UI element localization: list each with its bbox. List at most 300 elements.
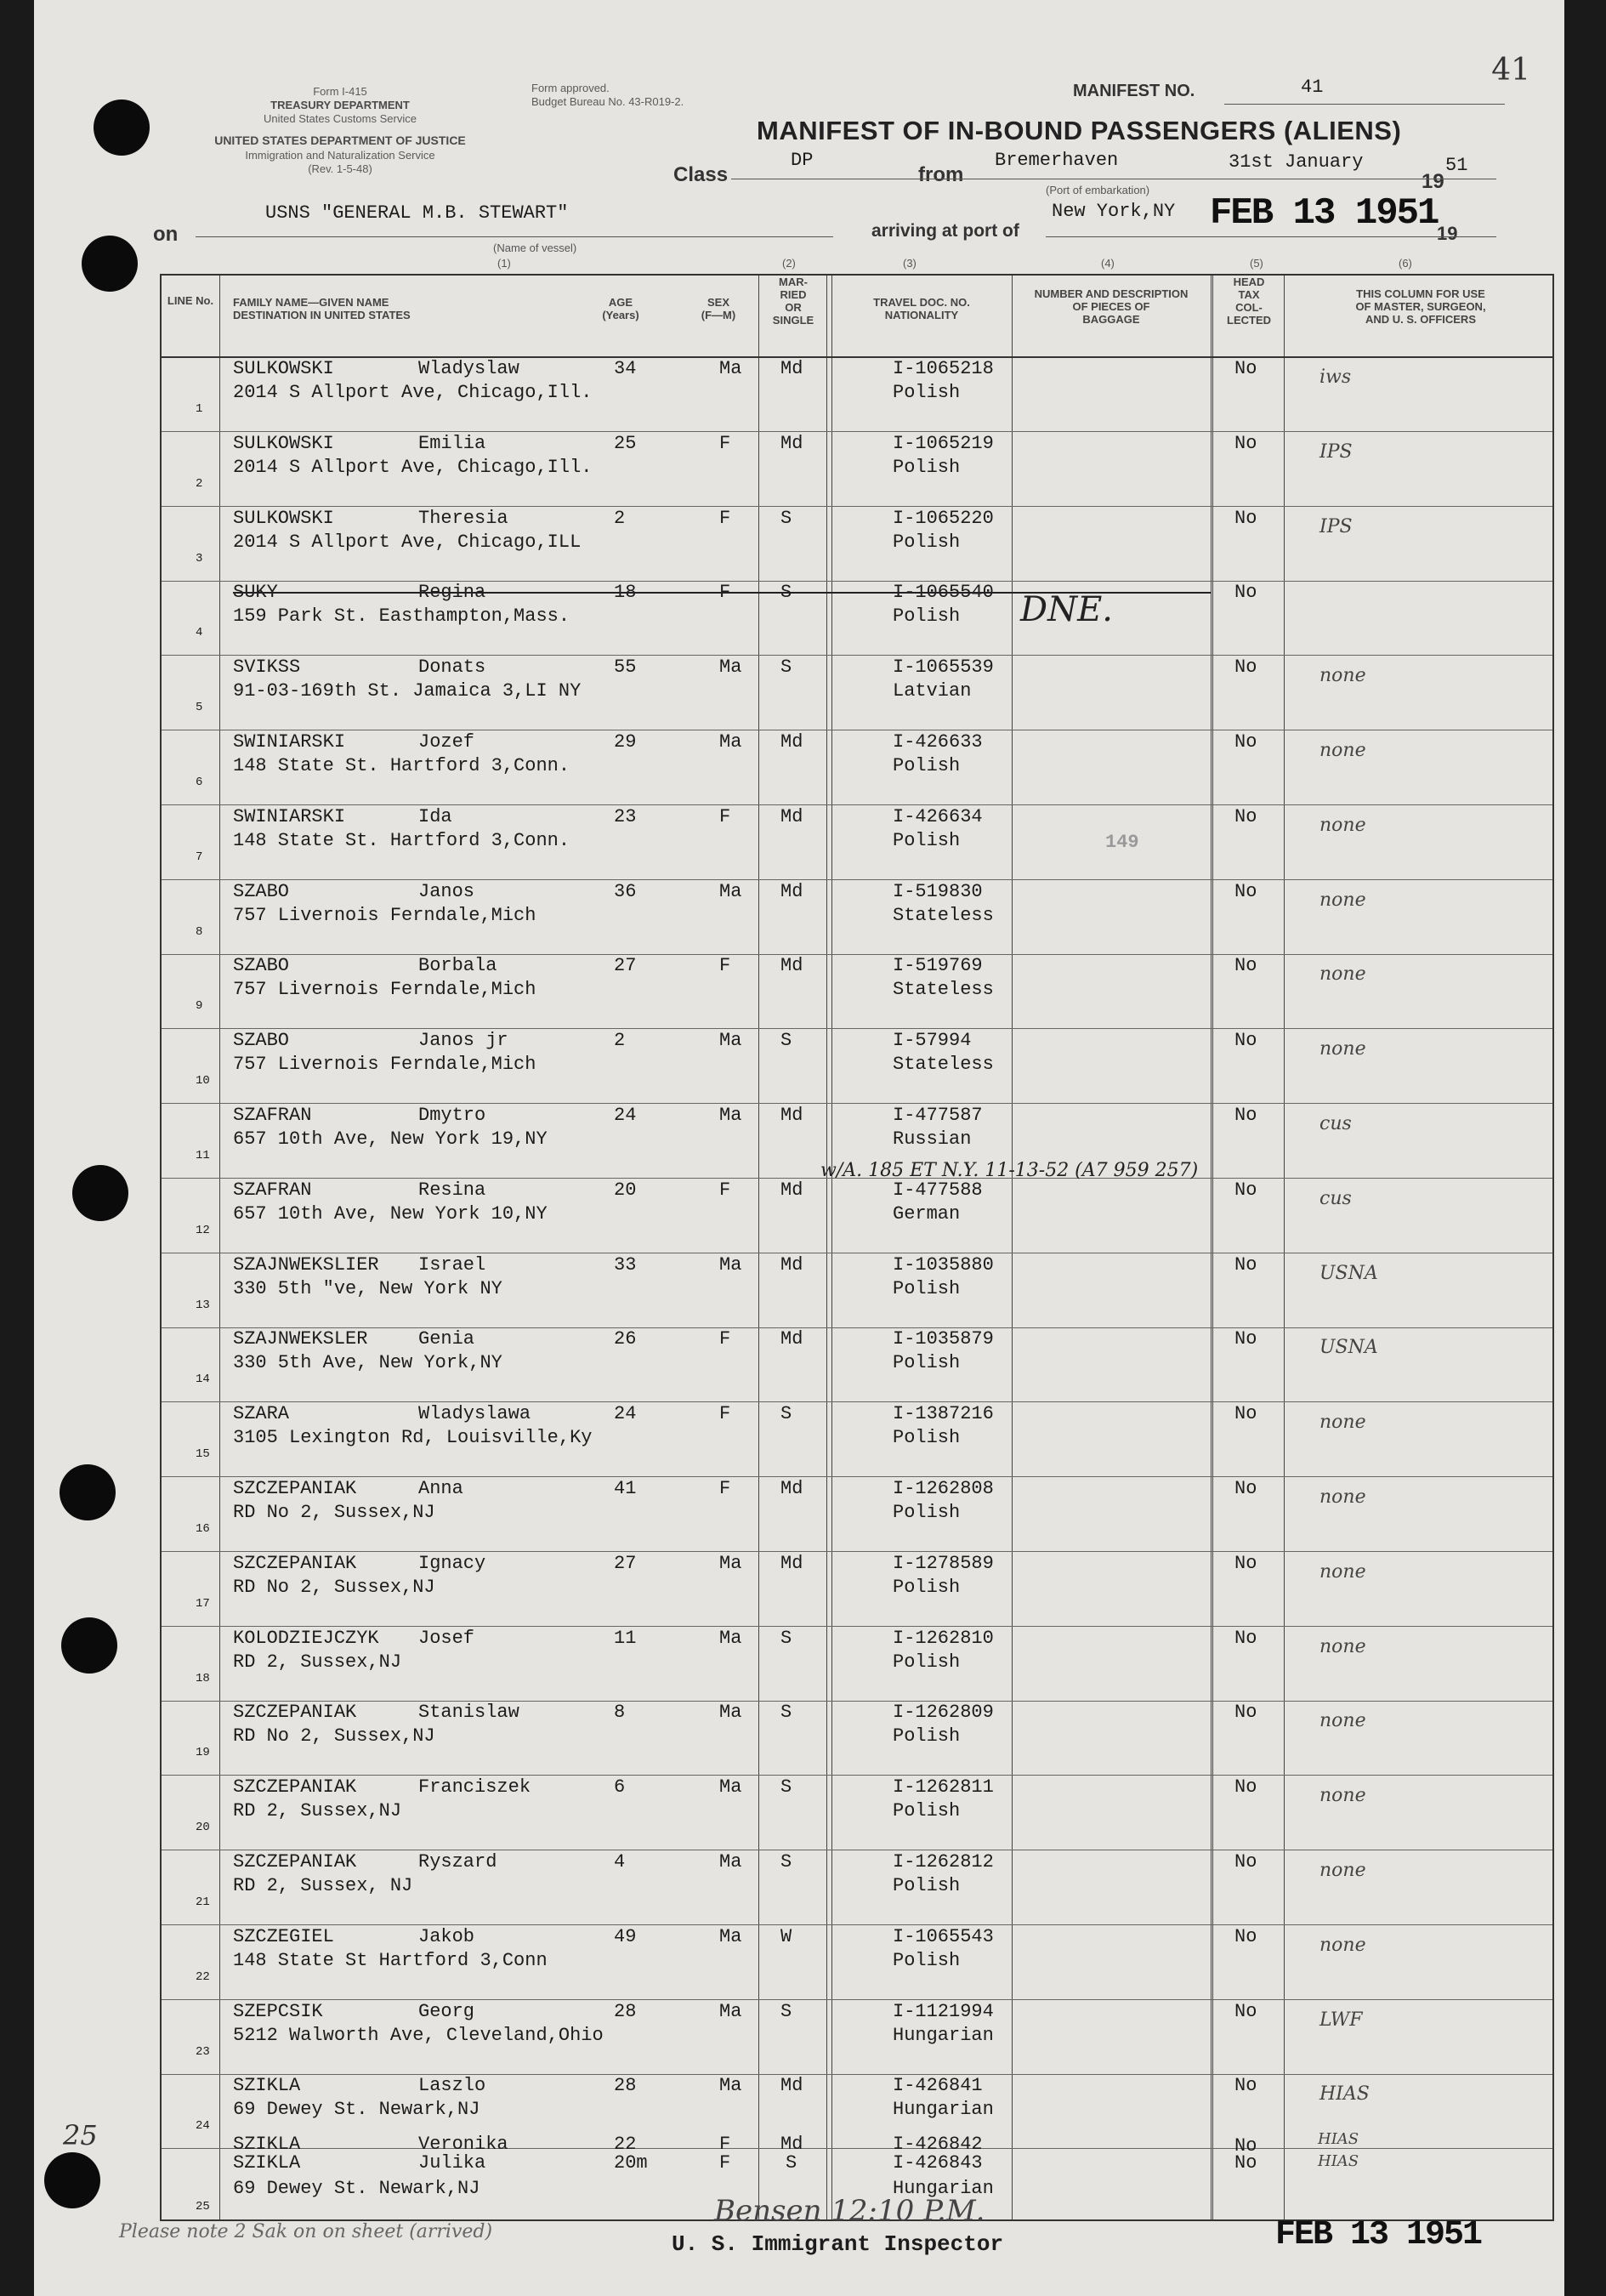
officer-note: iws xyxy=(1319,367,1352,388)
form-number: Form I-415 xyxy=(313,85,367,98)
destination: 5212 Walworth Ave, Cleveland,Ohio xyxy=(233,2024,604,2046)
age: 11 xyxy=(614,1627,637,1649)
col-head-name: FAMILY NAME—GIVEN NAME DESTINATION IN UNITED STATES xyxy=(233,296,411,321)
surname: SZCZEPANIAK xyxy=(233,1702,357,1724)
given-name: Laszlo xyxy=(418,2075,486,2097)
surname: SZCZEGIEL xyxy=(233,1925,334,1947)
age: 28 xyxy=(614,2000,637,2022)
col-head-sex: SEX (F—M) xyxy=(701,296,736,321)
marital-status: Md xyxy=(780,358,803,379)
surname: SWINIARSKI xyxy=(233,731,346,753)
line-number: 5 xyxy=(196,701,203,715)
marital-status: Md xyxy=(780,2075,803,2097)
marital-status: S xyxy=(780,1030,792,1052)
travel-doc: I-519769 xyxy=(893,955,983,977)
justice-dept: UNITED STATES DEPARTMENT OF JUSTICE xyxy=(214,134,466,147)
travel-doc: I-426843 xyxy=(893,2152,983,2174)
col-head-age: AGE (Years) xyxy=(602,296,639,321)
head-tax: No xyxy=(1234,507,1257,529)
given-name: Anna xyxy=(418,1478,463,1499)
destination: 148 State St Hartford 3,Conn xyxy=(233,1949,548,1971)
table-row xyxy=(162,655,1552,730)
age: 2 xyxy=(614,507,626,529)
customs-service: United States Customs Service xyxy=(264,112,417,125)
nationality: Stateless xyxy=(893,904,994,926)
travel-doc: I-1262809 xyxy=(893,1702,994,1724)
sex: Ma xyxy=(719,1776,742,1799)
destination: RD 2, Sussex, NJ xyxy=(233,1875,413,1896)
year-prefix: 19 xyxy=(1422,170,1444,193)
marital-status: Md xyxy=(780,1328,803,1350)
sex: Ma xyxy=(719,880,742,902)
inspector-label: U. S. Immigrant Inspector xyxy=(672,2231,1004,2257)
col-head-married: MAR- RIED OR SINGLE xyxy=(772,276,814,327)
destination: 757 Livernois Ferndale,Mich xyxy=(233,904,536,926)
line-number: 4 xyxy=(196,626,203,640)
age: 24 xyxy=(614,1105,637,1126)
surname: SVIKSS xyxy=(233,656,301,679)
punch-hole xyxy=(61,1617,117,1674)
table-row xyxy=(162,1551,1552,1627)
arrival-year-prefix: 19 xyxy=(1437,223,1458,244)
marital-status: Md xyxy=(780,880,803,902)
manifest-title: MANIFEST OF IN-BOUND PASSENGERS (ALIENS) xyxy=(757,116,1402,145)
marital-status: Md xyxy=(780,1179,803,1201)
nationality: Polish xyxy=(893,1427,961,1449)
manifest-no-line xyxy=(1224,104,1505,105)
given-name: Regina xyxy=(418,582,486,604)
sex: Ma xyxy=(719,1253,742,1276)
surname: KOLODZIEJCZYK xyxy=(233,1627,379,1649)
line-number: 3 xyxy=(196,551,203,565)
marital-status: S xyxy=(786,2152,797,2174)
travel-doc: I-1262808 xyxy=(893,1478,994,1499)
travel-doc: I-57994 xyxy=(893,1030,972,1052)
marital-status: S xyxy=(780,1702,792,1724)
table-row xyxy=(162,1700,1552,1776)
age: 41 xyxy=(614,1478,637,1499)
given-name: Borbala xyxy=(418,955,497,977)
destination: 757 Livernois Ferndale,Mich xyxy=(233,979,536,1001)
travel-doc: I-1065539 xyxy=(893,656,994,679)
surname: SZIKLA xyxy=(233,2075,301,2097)
table-row xyxy=(162,1775,1552,1850)
nationality: Stateless xyxy=(893,979,994,1001)
table-row xyxy=(162,730,1552,805)
given-name: Genia xyxy=(418,1328,475,1350)
destination: RD No 2, Sussex,NJ xyxy=(233,1576,435,1598)
baggage-number: 149 xyxy=(1105,832,1139,853)
surname: SZEPCSIK xyxy=(233,2000,323,2022)
officer-note: none xyxy=(1319,1934,1366,1956)
surname: SZAJNWEKSLER xyxy=(233,1328,368,1350)
nationality: German xyxy=(893,1202,961,1225)
sex: F xyxy=(719,1179,731,1201)
given-name: Janos xyxy=(418,880,475,902)
destination: 148 State St. Hartford 3,Conn. xyxy=(233,829,570,851)
officer-note: none xyxy=(1319,665,1366,687)
head-tax: No xyxy=(1234,2075,1257,2097)
destination: 69 Dewey St. Newark,NJ xyxy=(233,2178,480,2199)
given-name: Jozef xyxy=(418,731,475,753)
given-name: Stanislaw xyxy=(418,1702,519,1724)
col-head-travel: TRAVEL DOC. NO. NATIONALITY xyxy=(873,296,970,321)
age: 27 xyxy=(614,955,637,977)
head-tax: No xyxy=(1234,1328,1257,1350)
age: 34 xyxy=(614,358,637,379)
officer-note: cus xyxy=(1319,1187,1352,1209)
officer-note: none xyxy=(1319,1560,1366,1583)
given-name: Janos jr xyxy=(418,1030,508,1052)
table-row xyxy=(162,804,1552,880)
age: 24 xyxy=(614,1403,637,1425)
line-number: 15 xyxy=(196,1447,210,1462)
surname: SULKOWSKI xyxy=(233,432,334,454)
line-number: 24 xyxy=(196,2119,210,2134)
manifest-date: 31st January xyxy=(1229,151,1364,173)
head-tax: No xyxy=(1234,1105,1257,1126)
given-name: Franciszek xyxy=(418,1776,531,1799)
destination: 657 10th Ave, New York 19,NY xyxy=(233,1128,548,1150)
head-tax: No xyxy=(1234,1702,1257,1724)
head-tax: No xyxy=(1234,1478,1257,1499)
destination: 2014 S Allport Ave, Chicago,ILL xyxy=(233,531,582,553)
destination: RD 2, Sussex,NJ xyxy=(233,1800,402,1822)
punch-hole xyxy=(60,1464,116,1520)
destination: 3105 Lexington Rd, Louisville,Ky xyxy=(233,1427,593,1449)
officer-note: none xyxy=(1319,963,1366,986)
treasury-dept: TREASURY DEPARTMENT xyxy=(270,99,410,111)
head-tax: No xyxy=(1234,1179,1257,1201)
nationality: Hungarian xyxy=(893,2024,994,2046)
given-name: Julika xyxy=(418,2152,486,2174)
destination: 330 5th Ave, New York,NY xyxy=(233,1352,502,1374)
head-tax: No xyxy=(1234,731,1257,753)
officer-note: HIAS xyxy=(1319,2083,1370,2106)
given-name: Georg xyxy=(418,2000,475,2022)
from-label: from xyxy=(918,163,964,186)
table-row xyxy=(162,1476,1552,1552)
age: 2 xyxy=(614,1030,626,1052)
line-number: 21 xyxy=(196,1895,210,1909)
travel-doc: I-1065219 xyxy=(893,432,994,454)
year-suffix: 51 xyxy=(1445,155,1468,176)
table-row xyxy=(162,431,1552,507)
officer-note: HIAS xyxy=(1318,2152,1359,2170)
head-tax: No xyxy=(1234,582,1257,604)
head-tax: No xyxy=(1234,880,1257,902)
col-head-tax: HEAD TAX COL- LECTED xyxy=(1227,276,1271,327)
line-number: 13 xyxy=(196,1298,210,1312)
given-name: Wladyslaw xyxy=(418,358,519,379)
class-value: DP xyxy=(791,150,814,171)
destination: 757 Livernois Ferndale,Mich xyxy=(233,1054,536,1076)
head-tax: No xyxy=(1234,1776,1257,1799)
age: 20 xyxy=(614,1179,637,1201)
table-row xyxy=(162,1850,1552,1925)
nationality: Polish xyxy=(893,1277,961,1299)
surname: SZCZEPANIAK xyxy=(233,1552,357,1574)
row12-note: w/A. 185 ET N.Y. 11-13-52 (A7 959 257) xyxy=(820,1160,1199,1181)
given-name: Veronika xyxy=(418,2134,508,2155)
ins-service: Immigration and Naturalization Service xyxy=(245,149,435,162)
arrival-date-stamp: FEB 13 1951 xyxy=(1210,192,1439,235)
arrival-line xyxy=(1046,236,1496,237)
given-name: Jakob xyxy=(418,1925,475,1947)
officer-note: none xyxy=(1319,1785,1366,1807)
age: 23 xyxy=(614,805,637,827)
travel-doc: I-1035879 xyxy=(893,1328,994,1350)
sex: Ma xyxy=(719,1702,742,1724)
col-num-1: (1) xyxy=(497,257,511,270)
destination: 159 Park St. Easthampton,Mass. xyxy=(233,605,570,628)
sex: F xyxy=(719,2134,731,2155)
line-number: 8 xyxy=(196,924,203,939)
col-num-6: (6) xyxy=(1399,257,1412,270)
line-number: 20 xyxy=(196,1821,210,1835)
table-row xyxy=(162,1253,1552,1328)
surname: SZAFRAN xyxy=(233,1179,312,1201)
table-row xyxy=(162,1178,1552,1253)
bottom-note: Please note 2 Sak on on sheet (arrived) xyxy=(119,2221,493,2242)
destination: 330 5th "ve, New York NY xyxy=(233,1277,502,1299)
age: 55 xyxy=(614,656,637,679)
head-tax: No xyxy=(1234,955,1257,977)
age: 25 xyxy=(614,432,637,454)
arriving-label: arriving at port of xyxy=(871,221,1019,241)
age: 27 xyxy=(614,1552,637,1574)
sex: Ma xyxy=(719,1851,742,1873)
table-row xyxy=(162,879,1552,955)
table-row xyxy=(162,356,1552,432)
officer-note: none xyxy=(1319,1710,1366,1732)
sex: F xyxy=(719,1478,731,1499)
age: 49 xyxy=(614,1925,637,1947)
sex: Ma xyxy=(719,1627,742,1649)
head-tax: No xyxy=(1234,2152,1257,2174)
officer-note: IPS xyxy=(1319,515,1353,537)
destination: RD No 2, Sussex,NJ xyxy=(233,1725,435,1748)
marital-status: Md xyxy=(780,1478,803,1499)
marital-status: Md xyxy=(780,1253,803,1276)
surname: SZIKLA xyxy=(233,2152,301,2174)
sex: Ma xyxy=(719,2000,742,2022)
age: 4 xyxy=(614,1851,626,1873)
age: 22 xyxy=(614,2134,637,2155)
nationality: Polish xyxy=(893,456,961,478)
margin-count: 25 xyxy=(63,2119,98,2151)
travel-doc: I-1121994 xyxy=(893,2000,994,2022)
nationality: Polish xyxy=(893,1800,961,1822)
punch-hole xyxy=(94,99,150,156)
line-number: 2 xyxy=(196,476,203,491)
dne-note: DNE. xyxy=(1020,590,1113,629)
travel-doc: I-426634 xyxy=(893,805,983,827)
manifest-sheet xyxy=(34,0,1564,2296)
travel-doc: I-426633 xyxy=(893,731,983,753)
surname: SZARA xyxy=(233,1403,290,1425)
line-number: 17 xyxy=(196,1596,210,1611)
marital-status: Md xyxy=(780,805,803,827)
form-approved: Form approved. xyxy=(531,82,610,94)
corner-page-number: 41 xyxy=(1491,53,1530,88)
surname: SWINIARSKI xyxy=(233,805,346,827)
marital-status: S xyxy=(780,1851,792,1873)
line-number: 18 xyxy=(196,1671,210,1685)
sex: Ma xyxy=(719,731,742,753)
line-number: 7 xyxy=(196,850,203,864)
marital-status: S xyxy=(780,1627,792,1649)
table-row xyxy=(162,1327,1552,1402)
officer-note: none xyxy=(1319,740,1366,761)
marital-status: Md xyxy=(780,955,803,977)
travel-doc: I-426842 xyxy=(893,2134,983,2155)
nationality: Russian xyxy=(893,1128,972,1150)
from-value: Bremerhaven xyxy=(995,150,1119,171)
table-row xyxy=(162,1626,1552,1702)
sex: F xyxy=(719,582,731,604)
sex: Ma xyxy=(719,1105,742,1126)
travel-doc: I-477587 xyxy=(893,1105,983,1126)
age: 26 xyxy=(614,1328,637,1350)
sex: F xyxy=(719,805,731,827)
officer-note: none xyxy=(1319,1860,1366,1881)
travel-doc: I-1065220 xyxy=(893,507,994,529)
table-row xyxy=(162,1401,1552,1477)
officer-note: cus xyxy=(1319,1113,1352,1134)
head-tax: No xyxy=(1234,1030,1257,1052)
surname: SUKY xyxy=(233,582,278,604)
surname: SZAFRAN xyxy=(233,1105,312,1126)
destination: 657 10th Ave, New York 10,NY xyxy=(233,1202,548,1225)
nationality: Polish xyxy=(893,382,961,403)
head-tax: No xyxy=(1234,1253,1257,1276)
sex: F xyxy=(719,1328,731,1350)
travel-doc: I-1278589 xyxy=(893,1552,994,1574)
marital-status: Md xyxy=(780,1105,803,1126)
nationality: Hungarian xyxy=(893,2099,994,2121)
surname: SZCZEPANIAK xyxy=(233,1776,357,1799)
head-tax: No xyxy=(1234,656,1257,679)
given-name: Ida xyxy=(418,805,452,827)
marital-status: Md xyxy=(780,1552,803,1574)
line-number: 11 xyxy=(196,1149,210,1162)
age: 36 xyxy=(614,880,637,902)
nationality: Latvian xyxy=(893,680,972,702)
surname: SULKOWSKI xyxy=(233,507,334,529)
sex: Ma xyxy=(719,1925,742,1947)
given-name: Josef xyxy=(418,1627,475,1649)
officer-note: none xyxy=(1319,889,1366,911)
given-name: Israel xyxy=(418,1253,486,1276)
nationality: Polish xyxy=(893,1949,961,1971)
form-revision: (Rev. 1-5-48) xyxy=(308,162,372,175)
surname: SZABO xyxy=(233,955,290,977)
travel-doc: I-426841 xyxy=(893,2075,983,2097)
line-number: 25 xyxy=(196,2200,210,2214)
sex: F xyxy=(719,507,731,529)
punch-hole xyxy=(44,2152,100,2208)
line-number: 6 xyxy=(196,776,203,789)
head-tax: No xyxy=(1234,1851,1257,1873)
sex: Ma xyxy=(719,1552,742,1574)
head-tax: No xyxy=(1234,1552,1257,1574)
line-number: 10 xyxy=(196,1074,210,1088)
line-number: 14 xyxy=(196,1372,210,1387)
marital-status: S xyxy=(780,1776,792,1799)
surname: SULKOWSKI xyxy=(233,358,334,379)
nationality: Polish xyxy=(893,755,961,776)
bottom-date-stamp: FEB 13 1951 xyxy=(1275,2216,1482,2254)
officer-note: LWF xyxy=(1319,2009,1363,2031)
nationality: Polish xyxy=(893,1651,961,1673)
given-name: Theresia xyxy=(418,507,508,529)
nationality: Polish xyxy=(893,1502,961,1523)
surname: SZIKLA xyxy=(233,2134,301,2155)
nationality: Stateless xyxy=(893,1054,994,1076)
sex: F xyxy=(719,2152,731,2174)
marital-status: S xyxy=(780,507,792,529)
sex: F xyxy=(719,1403,731,1425)
manifest-no-value: 41 xyxy=(1301,77,1324,98)
travel-doc: I-1262811 xyxy=(893,1776,994,1799)
age: 20m xyxy=(614,2152,648,2174)
age: 6 xyxy=(614,1776,626,1799)
head-tax: No xyxy=(1234,2135,1257,2157)
head-tax: No xyxy=(1234,432,1257,454)
nationality: Polish xyxy=(893,531,961,553)
line-number: 16 xyxy=(196,1522,210,1536)
destination: 2014 S Allport Ave, Chicago,Ill. xyxy=(233,456,593,478)
line-number: 9 xyxy=(196,999,203,1014)
col-num-3: (3) xyxy=(903,257,916,270)
arrival-port: New York,NY xyxy=(1052,201,1176,222)
given-name: Wladyslawa xyxy=(418,1403,531,1425)
officer-note: none xyxy=(1319,814,1366,836)
travel-doc: I-1065543 xyxy=(893,1925,994,1947)
vessel-line xyxy=(196,236,833,237)
sex: Ma xyxy=(719,2075,742,2097)
travel-doc: I-1262812 xyxy=(893,1851,994,1873)
nationality: Polish xyxy=(893,1725,961,1748)
destination: 2014 S Allport Ave, Chicago,Ill. xyxy=(233,382,593,403)
surname: SZAJNWEKSLIER xyxy=(233,1253,379,1276)
marital-status: Md xyxy=(780,2134,803,2155)
head-tax: No xyxy=(1234,1403,1257,1425)
col-head-baggage: NUMBER AND DESCRIPTION OF PIECES OF BAGGAGE xyxy=(1034,287,1189,326)
table-row xyxy=(162,1028,1552,1104)
marital-status: Md xyxy=(780,731,803,753)
travel-doc: I-1262810 xyxy=(893,1627,994,1649)
table-row xyxy=(162,506,1552,582)
head-tax: No xyxy=(1234,1925,1257,1947)
table-row xyxy=(162,580,1552,656)
col-head-officers: THIS COLUMN FOR USE OF MASTER, SURGEON, AND U. S. OFFICERS xyxy=(1355,287,1486,326)
travel-doc: I-519830 xyxy=(893,880,983,902)
sex: Ma xyxy=(719,656,742,679)
budget-bureau: Budget Bureau No. 43-R019-2. xyxy=(531,95,684,108)
nationality: Polish xyxy=(893,1352,961,1374)
officer-note: none xyxy=(1319,1486,1366,1508)
sex: Ma xyxy=(719,1030,742,1052)
line-number: 23 xyxy=(196,2044,210,2059)
nationality: Polish xyxy=(893,1576,961,1598)
nationality: Polish xyxy=(893,829,961,851)
age: 29 xyxy=(614,731,637,753)
head-tax: No xyxy=(1234,805,1257,827)
age: 28 xyxy=(614,2075,637,2097)
destination: 148 State St. Hartford 3,Conn. xyxy=(233,755,570,776)
